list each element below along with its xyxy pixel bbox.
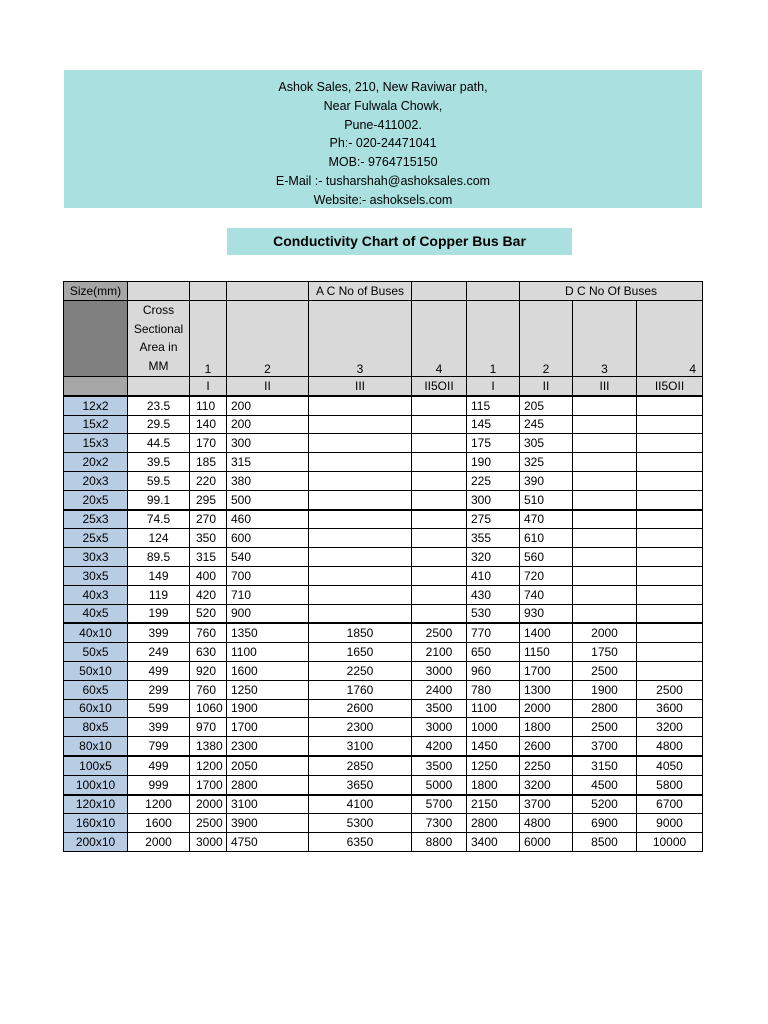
table-row — [64, 604, 703, 623]
value-cell: 300 — [227, 434, 309, 453]
table-row — [64, 396, 703, 415]
value-cell — [573, 434, 637, 453]
value-cell: 305 — [520, 434, 573, 453]
value-cell: 3200 — [520, 775, 573, 794]
value-cell: 3500 — [412, 756, 467, 775]
value-cell — [309, 585, 412, 604]
area-cell: 59.5 — [128, 471, 190, 490]
size-cell: 40x3 — [64, 585, 128, 604]
value-cell: 540 — [227, 548, 309, 567]
area-cell: 39.5 — [128, 453, 190, 472]
value-cell — [412, 434, 467, 453]
value-cell: 2250 — [520, 756, 573, 775]
email-address: E-Mail :- tusharshah@ashoksales.com — [275, 173, 491, 188]
value-cell — [573, 566, 637, 585]
roman-label: I — [467, 376, 520, 395]
table-row — [64, 833, 703, 852]
value-cell — [309, 471, 412, 490]
value-cell: 390 — [520, 471, 573, 490]
table-row — [64, 756, 703, 775]
value-cell: 145 — [467, 415, 520, 434]
area-cell: 799 — [128, 737, 190, 756]
table-row — [64, 643, 703, 662]
page-title: Conductivity Chart of Copper Bus Bar — [227, 228, 572, 255]
value-cell: 420 — [190, 585, 227, 604]
value-cell: 410 — [467, 566, 520, 585]
value-cell: 295 — [190, 490, 227, 509]
value-cell: 720 — [520, 566, 573, 585]
website-address: Website:- ashoksels.com — [313, 192, 453, 207]
size-header: Size(mm) — [64, 282, 128, 301]
value-cell: 5300 — [309, 814, 412, 833]
value-cell: 4800 — [520, 814, 573, 833]
value-cell: 200 — [227, 396, 309, 415]
table-row — [64, 566, 703, 585]
value-cell — [309, 548, 412, 567]
value-cell: 2050 — [227, 756, 309, 775]
value-cell: 700 — [227, 566, 309, 585]
value-cell: 960 — [467, 661, 520, 680]
size-cell: 30x5 — [64, 566, 128, 585]
value-cell: 740 — [520, 585, 573, 604]
value-cell: 770 — [467, 623, 520, 642]
value-cell: 115 — [467, 396, 520, 415]
size-cell: 20x2 — [64, 453, 128, 472]
area-cell: 299 — [128, 680, 190, 699]
roman-numeral-row — [64, 376, 703, 395]
value-cell: 1800 — [520, 718, 573, 737]
size-cell: 50x5 — [64, 643, 128, 662]
value-cell: 1200 — [190, 756, 227, 775]
value-cell: 300 — [467, 490, 520, 509]
ac-bus-1-header: 1 — [190, 300, 227, 376]
value-cell: 560 — [520, 548, 573, 567]
value-cell: 920 — [190, 661, 227, 680]
value-cell: 4500 — [573, 775, 637, 794]
value-cell — [309, 490, 412, 509]
table-row — [64, 623, 703, 642]
value-cell: 350 — [190, 529, 227, 548]
value-cell: 3600 — [637, 699, 703, 718]
area-cell: 599 — [128, 699, 190, 718]
dc-bus-2-header: 2 — [520, 300, 573, 376]
value-cell: 140 — [190, 415, 227, 434]
value-cell: 190 — [467, 453, 520, 472]
value-cell: 3900 — [227, 814, 309, 833]
table-row — [64, 453, 703, 472]
table-row — [64, 680, 703, 699]
value-cell: 2000 — [190, 795, 227, 814]
address-line-1: Ashok Sales, 210, New Raviwar path, — [278, 80, 488, 94]
value-cell: 760 — [190, 680, 227, 699]
area-cell: 29.5 — [128, 415, 190, 434]
table-row — [64, 529, 703, 548]
value-cell: 500 — [227, 490, 309, 509]
area-cell: 149 — [128, 566, 190, 585]
roman-label: I — [190, 376, 227, 395]
value-cell: 1060 — [190, 699, 227, 718]
value-cell — [309, 453, 412, 472]
value-cell — [412, 604, 467, 623]
value-cell: 520 — [190, 604, 227, 623]
value-cell: 1800 — [467, 775, 520, 794]
value-cell: 175 — [467, 434, 520, 453]
size-cell: 40x5 — [64, 604, 128, 623]
value-cell — [637, 661, 703, 680]
value-cell: 3000 — [190, 833, 227, 852]
value-cell — [573, 471, 637, 490]
area-cell: 249 — [128, 643, 190, 662]
value-cell — [573, 396, 637, 415]
size-cell: 50x10 — [64, 661, 128, 680]
roman-label: II5OII — [412, 376, 467, 395]
size-cell: 160x10 — [64, 814, 128, 833]
size-cell: 30x3 — [64, 548, 128, 567]
dc-bus-4-header: 4 — [637, 300, 703, 376]
value-cell: 1100 — [227, 643, 309, 662]
value-cell: 2150 — [467, 795, 520, 814]
value-cell: 470 — [520, 510, 573, 529]
size-cell: 120x10 — [64, 795, 128, 814]
value-cell — [573, 529, 637, 548]
value-cell — [412, 566, 467, 585]
conductivity-table — [63, 281, 703, 852]
value-cell — [637, 566, 703, 585]
value-cell — [637, 529, 703, 548]
value-cell: 355 — [467, 529, 520, 548]
area-cell: 23.5 — [128, 396, 190, 415]
size-cell: 100x10 — [64, 775, 128, 794]
value-cell — [637, 396, 703, 415]
table-row — [64, 795, 703, 814]
area-cell: 124 — [128, 529, 190, 548]
value-cell: 2600 — [309, 699, 412, 718]
value-cell — [637, 604, 703, 623]
table-row — [64, 471, 703, 490]
table-row — [64, 814, 703, 833]
value-cell: 6350 — [309, 833, 412, 852]
roman-label: II5OII — [637, 376, 703, 395]
value-cell — [573, 604, 637, 623]
area-cell: 74.5 — [128, 510, 190, 529]
value-cell: 3000 — [412, 718, 467, 737]
value-cell — [573, 585, 637, 604]
value-cell: 2400 — [412, 680, 467, 699]
dc-bus-3-header: 3 — [573, 300, 637, 376]
size-cell: 80x10 — [64, 737, 128, 756]
value-cell: 6700 — [637, 795, 703, 814]
value-cell: 1350 — [227, 623, 309, 642]
table-row — [64, 415, 703, 434]
value-cell: 1900 — [573, 680, 637, 699]
table-row — [64, 699, 703, 718]
area-cell: 199 — [128, 604, 190, 623]
table-row — [64, 434, 703, 453]
value-cell — [573, 490, 637, 509]
value-cell: 710 — [227, 585, 309, 604]
value-cell: 8800 — [412, 833, 467, 852]
value-cell: 6000 — [520, 833, 573, 852]
value-cell: 270 — [190, 510, 227, 529]
value-cell: 220 — [190, 471, 227, 490]
area-cell: 999 — [128, 775, 190, 794]
value-cell: 315 — [227, 453, 309, 472]
value-cell — [637, 471, 703, 490]
size-cell: 80x5 — [64, 718, 128, 737]
value-cell: 5200 — [573, 795, 637, 814]
value-cell: 3150 — [573, 756, 637, 775]
value-cell: 3650 — [309, 775, 412, 794]
value-cell: 760 — [190, 623, 227, 642]
value-cell: 2800 — [467, 814, 520, 833]
value-cell: 4800 — [637, 737, 703, 756]
mobile-number: MOB:- 9764715150 — [328, 155, 438, 170]
value-cell — [412, 415, 467, 434]
table-row — [64, 510, 703, 529]
value-cell: 1250 — [227, 680, 309, 699]
value-cell: 2300 — [227, 737, 309, 756]
table-row — [64, 661, 703, 680]
table-row — [64, 585, 703, 604]
value-cell: 2500 — [412, 623, 467, 642]
value-cell: 245 — [520, 415, 573, 434]
value-cell: 8500 — [573, 833, 637, 852]
value-cell: 400 — [190, 566, 227, 585]
value-cell — [573, 415, 637, 434]
value-cell: 1150 — [520, 643, 573, 662]
value-cell: 225 — [467, 471, 520, 490]
value-cell: 3200 — [637, 718, 703, 737]
value-cell — [412, 585, 467, 604]
value-cell: 10000 — [637, 833, 703, 852]
area-cell: 44.5 — [128, 434, 190, 453]
value-cell: 9000 — [637, 814, 703, 833]
value-cell — [637, 623, 703, 642]
table-row — [64, 775, 703, 794]
value-cell: 630 — [190, 643, 227, 662]
area-cell: 89.5 — [128, 548, 190, 567]
size-cell: 20x5 — [64, 490, 128, 509]
value-cell: 2250 — [309, 661, 412, 680]
value-cell: 2800 — [227, 775, 309, 794]
value-cell: 6900 — [573, 814, 637, 833]
area-cell: 99.1 — [128, 490, 190, 509]
value-cell: 4100 — [309, 795, 412, 814]
dc-header: D C No Of Buses — [520, 282, 703, 301]
value-cell — [412, 510, 467, 529]
phone-number: Ph:- 020-24471041 — [329, 136, 437, 151]
value-cell: 325 — [520, 453, 573, 472]
area-cell: 499 — [128, 661, 190, 680]
value-cell: 930 — [520, 604, 573, 623]
value-cell: 3500 — [412, 699, 467, 718]
value-cell: 1300 — [520, 680, 573, 699]
value-cell: 5000 — [412, 775, 467, 794]
value-cell: 380 — [227, 471, 309, 490]
value-cell: 1900 — [227, 699, 309, 718]
value-cell: 3700 — [573, 737, 637, 756]
value-cell: 2500 — [190, 814, 227, 833]
value-cell: 2000 — [520, 699, 573, 718]
table-row — [64, 737, 703, 756]
value-cell: 2300 — [309, 718, 412, 737]
size-cell: 100x5 — [64, 756, 128, 775]
value-cell: 2500 — [637, 680, 703, 699]
value-cell: 5800 — [637, 775, 703, 794]
value-cell: 2600 — [520, 737, 573, 756]
area-cell: 499 — [128, 756, 190, 775]
size-cell: 200x10 — [64, 833, 128, 852]
value-cell: 3000 — [412, 661, 467, 680]
value-cell: 2850 — [309, 756, 412, 775]
value-cell: 530 — [467, 604, 520, 623]
value-cell: 1400 — [520, 623, 573, 642]
value-cell — [412, 396, 467, 415]
value-cell: 2500 — [573, 718, 637, 737]
value-cell: 200 — [227, 415, 309, 434]
value-cell: 1650 — [309, 643, 412, 662]
address-line-2: Near Fulwala Chowk, — [323, 98, 443, 113]
size-cell: 25x5 — [64, 529, 128, 548]
roman-label: III — [309, 376, 412, 395]
size-cell: 20x3 — [64, 471, 128, 490]
size-cell: 15x3 — [64, 434, 128, 453]
size-cell: 60x5 — [64, 680, 128, 699]
value-cell: 2500 — [573, 661, 637, 680]
size-cell: 25x3 — [64, 510, 128, 529]
value-cell — [309, 510, 412, 529]
value-cell: 3700 — [520, 795, 573, 814]
area-cell: 399 — [128, 718, 190, 737]
value-cell: 275 — [467, 510, 520, 529]
value-cell: 1100 — [467, 699, 520, 718]
ac-header: A C No of Buses — [309, 282, 412, 301]
value-cell — [309, 566, 412, 585]
cross-sectional-area-header: Cross Sectional Area in MM — [128, 300, 190, 376]
value-cell: 4050 — [637, 756, 703, 775]
dc-bus-1-header: 1 — [467, 300, 520, 376]
value-cell: 4750 — [227, 833, 309, 852]
roman-label: III — [573, 376, 637, 395]
value-cell: 430 — [467, 585, 520, 604]
roman-label: II — [520, 376, 573, 395]
value-cell: 2000 — [573, 623, 637, 642]
ac-bus-4-header: 4 — [412, 300, 467, 376]
value-cell: 1380 — [190, 737, 227, 756]
value-cell — [309, 415, 412, 434]
value-cell — [309, 396, 412, 415]
value-cell — [573, 453, 637, 472]
value-cell: 1760 — [309, 680, 412, 699]
value-cell — [412, 490, 467, 509]
value-cell: 460 — [227, 510, 309, 529]
value-cell: 3100 — [227, 795, 309, 814]
value-cell — [412, 548, 467, 567]
value-cell: 3100 — [309, 737, 412, 756]
value-cell — [637, 453, 703, 472]
bus-number-row — [64, 300, 703, 376]
size-cell: 40x10 — [64, 623, 128, 642]
value-cell: 1700 — [190, 775, 227, 794]
value-cell: 1450 — [467, 737, 520, 756]
value-cell: 110 — [190, 396, 227, 415]
value-cell — [637, 510, 703, 529]
value-cell — [309, 529, 412, 548]
value-cell: 315 — [190, 548, 227, 567]
value-cell — [637, 490, 703, 509]
value-cell: 2800 — [573, 699, 637, 718]
value-cell — [637, 415, 703, 434]
value-cell: 7300 — [412, 814, 467, 833]
table-row — [64, 718, 703, 737]
value-cell — [412, 471, 467, 490]
value-cell: 205 — [520, 396, 573, 415]
area-cell: 119 — [128, 585, 190, 604]
value-cell: 4200 — [412, 737, 467, 756]
value-cell: 1700 — [227, 718, 309, 737]
area-cell: 399 — [128, 623, 190, 642]
value-cell: 320 — [467, 548, 520, 567]
roman-label: II — [227, 376, 309, 395]
value-cell — [637, 585, 703, 604]
value-cell: 170 — [190, 434, 227, 453]
value-cell: 3400 — [467, 833, 520, 852]
value-cell: 600 — [227, 529, 309, 548]
value-cell: 900 — [227, 604, 309, 623]
value-cell: 2100 — [412, 643, 467, 662]
table-row — [64, 490, 703, 509]
value-cell — [412, 529, 467, 548]
value-cell: 1600 — [227, 661, 309, 680]
ac-bus-2-header: 2 — [227, 300, 309, 376]
size-cell: 12x2 — [64, 396, 128, 415]
size-cell: 15x2 — [64, 415, 128, 434]
value-cell — [573, 548, 637, 567]
value-cell: 5700 — [412, 795, 467, 814]
value-cell: 1250 — [467, 756, 520, 775]
value-cell — [637, 643, 703, 662]
value-cell: 510 — [520, 490, 573, 509]
area-cell: 2000 — [128, 833, 190, 852]
group-header-row — [64, 282, 703, 301]
value-cell: 970 — [190, 718, 227, 737]
value-cell — [573, 510, 637, 529]
value-cell: 1750 — [573, 643, 637, 662]
table-row — [64, 548, 703, 567]
value-cell: 650 — [467, 643, 520, 662]
value-cell: 185 — [190, 453, 227, 472]
area-cell: 1600 — [128, 814, 190, 833]
value-cell — [637, 434, 703, 453]
value-cell — [637, 548, 703, 567]
address-block — [64, 70, 702, 208]
value-cell: 780 — [467, 680, 520, 699]
value-cell: 1000 — [467, 718, 520, 737]
value-cell — [309, 604, 412, 623]
area-cell: 1200 — [128, 795, 190, 814]
value-cell — [412, 453, 467, 472]
address-line-3: Pune-411002. — [344, 117, 422, 132]
value-cell: 1700 — [520, 661, 573, 680]
value-cell: 610 — [520, 529, 573, 548]
ac-bus-3-header: 3 — [309, 300, 412, 376]
value-cell: 1850 — [309, 623, 412, 642]
size-cell: 60x10 — [64, 699, 128, 718]
value-cell — [309, 434, 412, 453]
